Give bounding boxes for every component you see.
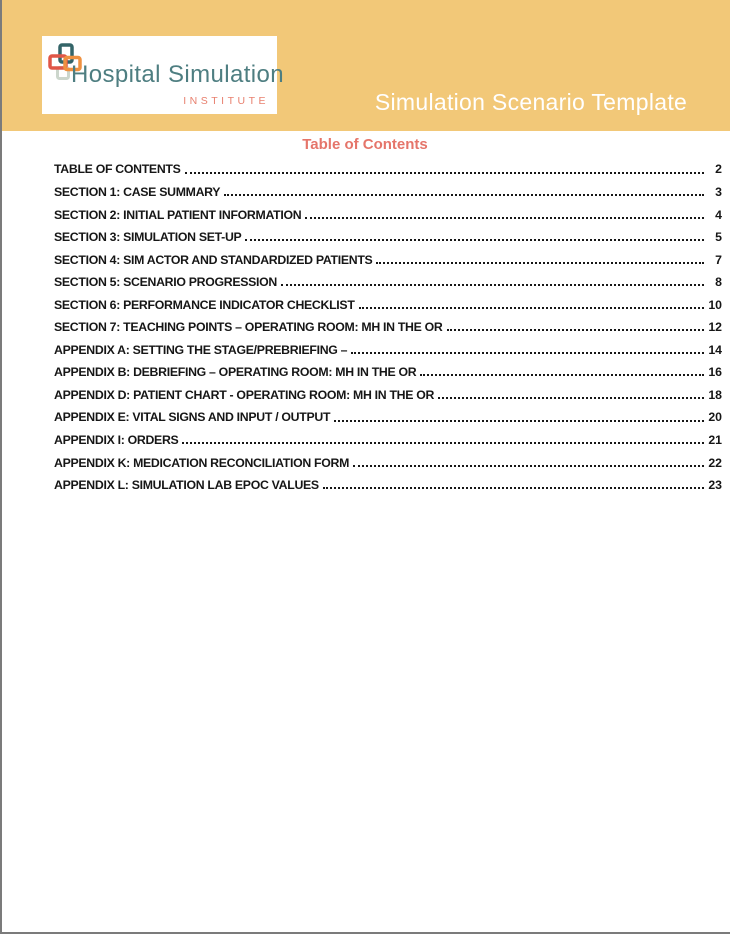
header-banner — [0, 0, 730, 131]
dot-leader — [353, 465, 704, 467]
toc-row[interactable] — [54, 177, 722, 200]
dot-leader — [438, 397, 704, 399]
toc-row[interactable] — [54, 470, 722, 493]
toc-row[interactable] — [54, 289, 722, 312]
toc-page-number: 12 — [708, 320, 722, 335]
toc-row[interactable] — [54, 199, 722, 222]
dot-leader — [224, 194, 704, 196]
toc-page-number: 8 — [715, 275, 722, 290]
toc-list — [54, 154, 722, 492]
toc-page-number: 18 — [708, 387, 722, 402]
toc-row[interactable] — [54, 244, 722, 267]
dot-leader — [245, 239, 704, 241]
dot-leader — [359, 307, 704, 309]
toc-row[interactable] — [54, 222, 722, 245]
dot-leader — [281, 284, 704, 286]
toc-page-number: 2 — [715, 162, 722, 177]
toc-entry-label: APPENDIX E: VITAL SIGNS AND INPUT / OUTPUT — [54, 410, 331, 425]
toc-row[interactable] — [54, 357, 722, 380]
toc-row[interactable] — [54, 267, 722, 290]
toc-entry-label: SECTION 6: PERFORMANCE INDICATOR CHECKLIST — [54, 297, 355, 312]
dot-leader — [351, 352, 704, 354]
toc-entry-label: APPENDIX L: SIMULATION LAB EPOC VALUES — [54, 478, 319, 493]
toc-page-number: 3 — [715, 184, 722, 199]
dot-leader — [323, 487, 704, 489]
toc-entry-label: SECTION 5: SCENARIO PROGRESSION — [54, 275, 278, 290]
dot-leader — [376, 262, 704, 264]
toc-entry-label: APPENDIX D: PATIENT CHART - OPERATING ROOM: MH IN THE OR — [54, 387, 435, 402]
toc-row[interactable] — [54, 312, 722, 335]
toc-page-number: 7 — [715, 252, 722, 267]
toc-row[interactable] — [54, 402, 722, 425]
dot-leader — [334, 420, 704, 422]
toc-entry-label: SECTION 1: CASE SUMMARY — [54, 184, 221, 199]
toc-entry-label: APPENDIX B: DEBRIEFING – OPERATING ROOM: MH IN THE OR — [54, 365, 417, 380]
toc-row[interactable] — [54, 447, 722, 470]
toc-page-number: 23 — [708, 478, 722, 493]
toc-page-number: 4 — [715, 207, 722, 222]
toc-row[interactable] — [54, 379, 722, 402]
toc-heading: Table of Contents — [302, 136, 428, 153]
toc-page-number: 10 — [708, 297, 722, 312]
toc-entry-label: SECTION 7: TEACHING POINTS – OPERATING ROOM: MH IN THE OR — [54, 320, 443, 335]
dot-leader — [447, 329, 705, 331]
toc-entry-label: APPENDIX I: ORDERS — [54, 432, 179, 447]
toc-entry-label: SECTION 3: SIMULATION SET-UP — [54, 230, 242, 245]
toc-row[interactable] — [54, 154, 722, 177]
dot-leader — [305, 217, 704, 219]
toc-row[interactable] — [54, 425, 722, 448]
toc-page-number: 5 — [715, 230, 722, 245]
dot-leader — [182, 442, 704, 444]
toc-page-number: 14 — [708, 342, 722, 357]
toc-entry-label: APPENDIX K: MEDICATION RECONCILIATION FORM — [54, 455, 350, 470]
toc-page-number: 22 — [708, 455, 722, 470]
toc-entry-label: TABLE OF CONTENTS — [54, 162, 181, 177]
toc-page-number: 20 — [708, 410, 722, 425]
logo-name-text: Hospital Simulation — [71, 61, 285, 88]
toc-page-number: 16 — [708, 365, 722, 380]
toc-row[interactable] — [54, 334, 722, 357]
toc-page-number: 21 — [708, 432, 722, 447]
document-title: Simulation Scenario Template — [374, 89, 688, 115]
page-left-edge — [0, 0, 2, 934]
logo-institute-text: INSTITUTE — [183, 95, 269, 107]
dot-leader — [185, 172, 704, 174]
page-bottom-edge — [0, 932, 730, 934]
logo — [42, 36, 285, 114]
toc-entry-label: SECTION 4: SIM ACTOR AND STANDARDIZED PATIENTS — [54, 252, 373, 267]
toc-entry-label: APPENDIX A: SETTING THE STAGE/PREBRIEFING – — [54, 342, 348, 357]
dot-leader — [420, 374, 704, 376]
toc-entry-label: SECTION 2: INITIAL PATIENT INFORMATION — [54, 207, 302, 222]
